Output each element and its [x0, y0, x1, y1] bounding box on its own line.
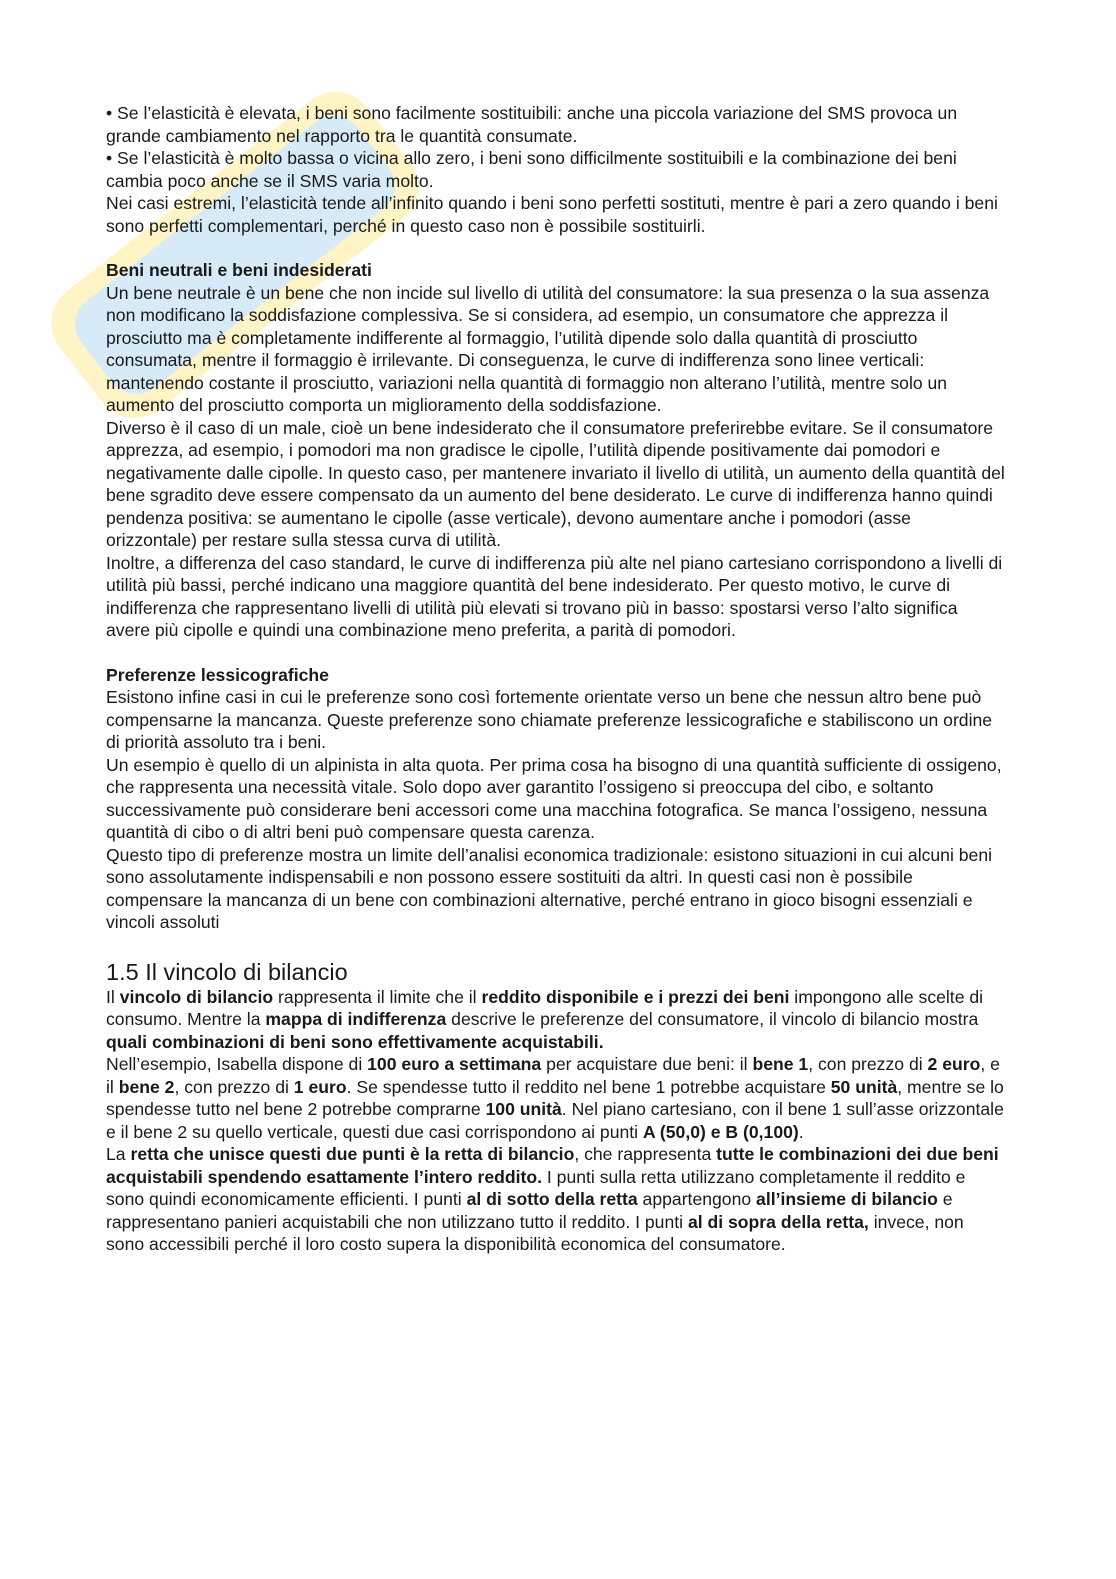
paragraph-alpinist-example: Un esempio è quello di un alpinista in alta quota. Per prima cosa ha bisogno di una quantità sufficiente di ossigeno, che rappresenta una necessità vitale. Solo dopo aver garantito l’ossigeno si preoccupa del cibo, e soltanto successivamente può considerare beni accessori come una macchina fotografica. Se manca l’ossigeno, nessuna quantità di cibo o di altri beni può compensare questa carenza. — [106, 754, 1002, 842]
paragraph-isabella-example: Nell’esempio, Isabella dispone di 100 euro a settimana per acquistare due beni: il bene 1, con prezzo di 2 euro, e il bene 2, con prezzo di 1 euro. Se spendesse tutto il reddito nel bene 1 potrebbe acquistare 50 unità, mentre se lo spendesse tutto nel bene 2 potrebbe comprarne 100 unità. Nel piano cartesiano, con il bene 1 sull’asse orizzontale e il bene 2 su quello verticale, questi due casi corrispondono ai punti A (50,0) e B (0,100). — [106, 1054, 1004, 1142]
bullet-low-elasticity: • Se l’elasticità è molto bassa o vicina allo zero, i beni sono difficilmente sostituibili e la combinazione dei beni cambia poco anche se il SMS varia molto. — [106, 148, 957, 191]
paragraph-bad-good: Diverso è il caso di un male, cioè un bene indesiderato che il consumatore preferirebbe evitare. Se il consumatore apprezza, ad esempio, i pomodori ma non gradisce le cipolle, l’utilità dipende positivamente dai pomodori e negativamente dalle cipolle. In questo caso, per mantenere invariato il livello di utilità, un aumento della quantità del bene sgradito deve essere compensato da un aumento del bene desiderato. Le curve di indifferenza hanno quindi pendenza positiva: se aumentano le cipolle (asse verticale), devono aumentare anche i pomodori (asse orizzontale) per restare sulla stessa curva di utilità. — [106, 417, 1005, 550]
paragraph-lexicographic-intro: Esistono infine casi in cui le preferenze sono così fortemente orientate verso un bene che nessun altro bene può compensarne la mancanza. Queste preferenze sono chiamate preferenze lessicografiche e stabiliscono un ordine di priorità assoluto tra i beni. — [106, 687, 993, 752]
paragraph-extreme-cases: Nei casi estremi, l’elasticità tende all’infinito quando i beni sono perfetti sostituti, mentre è pari a zero quando i beni sono perfetti complementari, perché in questo caso non è possibile sostituirli. — [106, 193, 998, 236]
section-heading-lexicographic: Preferenze lessicografiche — [106, 664, 329, 685]
paragraph-budget-definition: Il vincolo di bilancio rappresenta il limite che il reddito disponibile e i prezzi dei beni impongono alle scelte di consumo. Mentre la mappa di indifferenza descrive le preferenze del consumatore, il vincolo di bilancio mostra quali combinazioni di beni sono effettivamente acquistabili. — [106, 986, 984, 1052]
paragraph-neutral-good: Un bene neutrale è un bene che non incide sul livello di utilità del consumatore: la sua presenza o la sua assenza non modificano la soddisfazione complessiva. Se si considera, ad esempio, un consumatore che apprezza il prosciutto ma è completamente indifferente al formaggio, l’utilità dipende solo dalla quantità di prosciutto consumata, mentre il formaggio è irrilevante. Di conseguenza, le curve di indifferenza sono linee verticali: mantenendo costante il prosciutto, variazioni nella quantità di formaggio non alterano l’utilità, mentre solo un aumento del prosciutto comporta un miglioramento della soddisfazione. — [106, 282, 990, 415]
paragraph-higher-curves: Inoltre, a differenza del caso standard, le curve di indifferenza più alte nel piano cartesiano corrispondono a livelli di utilità più bassi, perché indicano una maggiore quantità del bene indesiderato. Per questo motivo, le curve di indifferenza che rappresentano livelli di utilità più elevati si trovano più in basso: spostarsi verso l’alto significa avere più cipolle e quindi una combinazione meno preferita, a parità di pomodori. — [106, 552, 1003, 640]
section-heading-budget-constraint: 1.5 Il vincolo di bilancio — [106, 958, 348, 985]
paragraph-limits: Questo tipo di preferenze mostra un limite dell’analisi economica tradizionale: esistono situazioni in cui alcuni beni sono assolutamente indispensabili e non possono essere sostituiti da altri. In questi casi non è possibile compensare la mancanza di un bene con combinazioni alternative, perché entrano in gioco bisogni essenziali e vincoli assoluti — [106, 844, 993, 932]
bullet-high-elasticity: • Se l’elasticità è elevata, i beni sono facilmente sostituibili: anche una piccola variazione del SMS provoca un grande cambiamento nel rapporto tra le quantità consumate. — [106, 103, 958, 146]
document-page — [106, 102, 1006, 1256]
section-heading-neutral-goods: Beni neutrali e beni indesiderati — [106, 260, 372, 280]
paragraph-budget-line: La retta che unisce questi due punti è la retta di bilancio, che rappresenta tutte le combinazioni dei due beni acquistabili spendendo esattamente l’intero reddito. I punti sulla retta utilizzano completamente il reddito e sono quindi economicamente efficienti. I punti al di sotto della retta appartengono all’insieme di bilancio e rappresentano panieri acquistabili che non utilizzano tutto il reddito. I punti al di sopra della retta, invece, non sono accessibili perché il loro costo supera la disponibilità economica del consumatore. — [106, 1144, 999, 1254]
